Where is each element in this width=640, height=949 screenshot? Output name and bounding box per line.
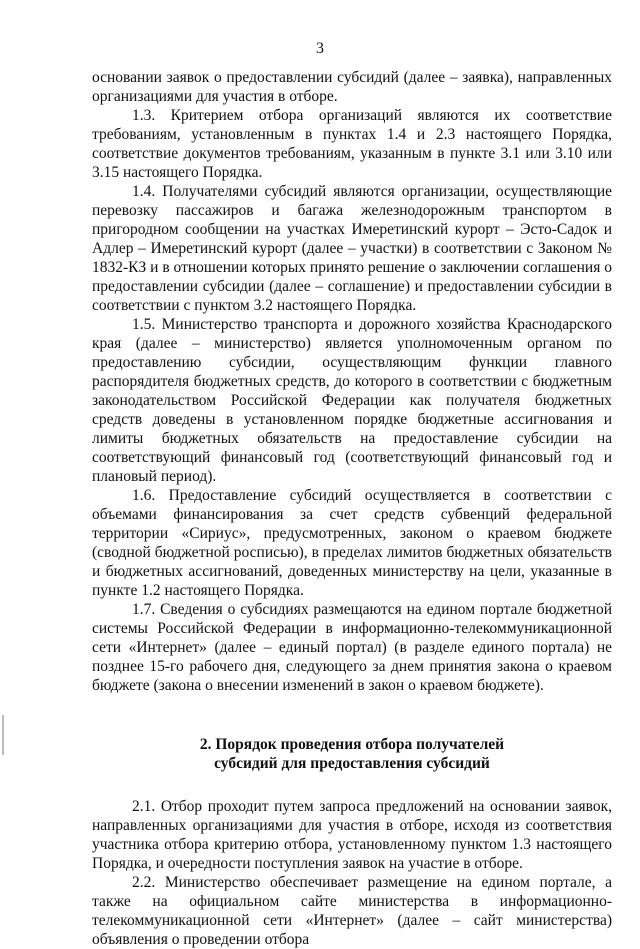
paragraph-continuation: основании заявок о предоставлении субсидий (далее – заявка), направленных организациями для участия в отборе.: [92, 69, 612, 105]
section-heading-line-1: 2. Порядок проведения отбора получателей: [199, 736, 505, 753]
section-heading: [92, 735, 612, 773]
paragraph-1-7: 1.7. Сведения о субсидиях размещаются на едином портале бюджетной системы Российской Федерации в информационно-телекоммуникационной сети «Интернет» (далее – единый портал) (в разделе единого портала) не позднее 15-го рабочего дня, следующего за днем принятия закона о краевом бюджете (закона о внесении изменений в закон о краевом бюджете).: [92, 601, 612, 694]
paragraph-1-6: 1.6. Предоставление субсидий осуществляется в соответствии с объемами финансирования за счет средств субвенций федеральной территории «Сириус», предусмотренных, законом о краевом бюджете (сводной бюджетной росписью), в пределах лимитов бюджетных обязательств и бюджетных ассигнований, доведенных министерству на цели, указанные в пункте 1.2 настоящего Порядка.: [92, 487, 612, 599]
paragraph-2-2: 2.2. Министерство обеспечивает размещение на едином портале, а также на официальном сайте министерства в информационно-телекоммуникационной сети «Интернет» (далее – сайт министерства) объявления о проведении отбора: [92, 874, 612, 948]
document-body: [92, 68, 612, 949]
paragraph-2-1: 2.1. Отбор проходит путем запроса предложений на основании заявок, направленных организациями для участия в отборе, исходя из соответствия участника отбора критерию отбора, установленному пунктом 1.3 настоящего Порядка, и очередности поступления заявок на участие в отборе.: [92, 798, 612, 872]
paragraph-1-4: 1.4. Получателями субсидий являются организации, осуществляющие перевозку пассажиров и багажа железнодорожным транспортом в пригородном сообщении на участках Имеретинский курорт – Эсто-Садок и Адлер – Имеретинский курорт (далее – участки) в соответствии с Законом № 1832-КЗ и в отношении которых принято решение о заключении соглашения о предоставлении субсидии (далее – соглашение) и предоставлении субсидии в соответствии с пунктом 3.2 настоящего Порядка.: [92, 183, 612, 314]
scan-edge-mark: [2, 715, 4, 755]
paragraph-1-5: 1.5. Министерство транспорта и дорожного хозяйства Краснодарского края (далее – министерство) является уполномоченным органом по предоставлению субсидии, осуществляющим функции главного распорядителя бюджетных средств, до которого в соответствии с бюджетным законодательством Российской Федерации как получателя бюджетных средств доведены в установленном порядке бюджетные ассигнования и лимиты бюджетных обязательств на предоставление субсидии на соответствующий финансовый год (соответствующий финансовый год и плановый период).: [92, 316, 612, 485]
section-heading-line-2: субсидий для предоставления субсидий: [214, 755, 490, 772]
paragraph-1-3: 1.3. Критерием отбора организаций являются их соответствие требованиям, установленным в пунктах 1.4 и 2.3 настоящего Порядка, соответствие документов требованиям, указанным в пункте 3.1 или 3.10 или 3.15 настоящего Порядка.: [92, 107, 612, 181]
section-spacer: [92, 773, 612, 797]
page-number: 3: [316, 40, 324, 57]
